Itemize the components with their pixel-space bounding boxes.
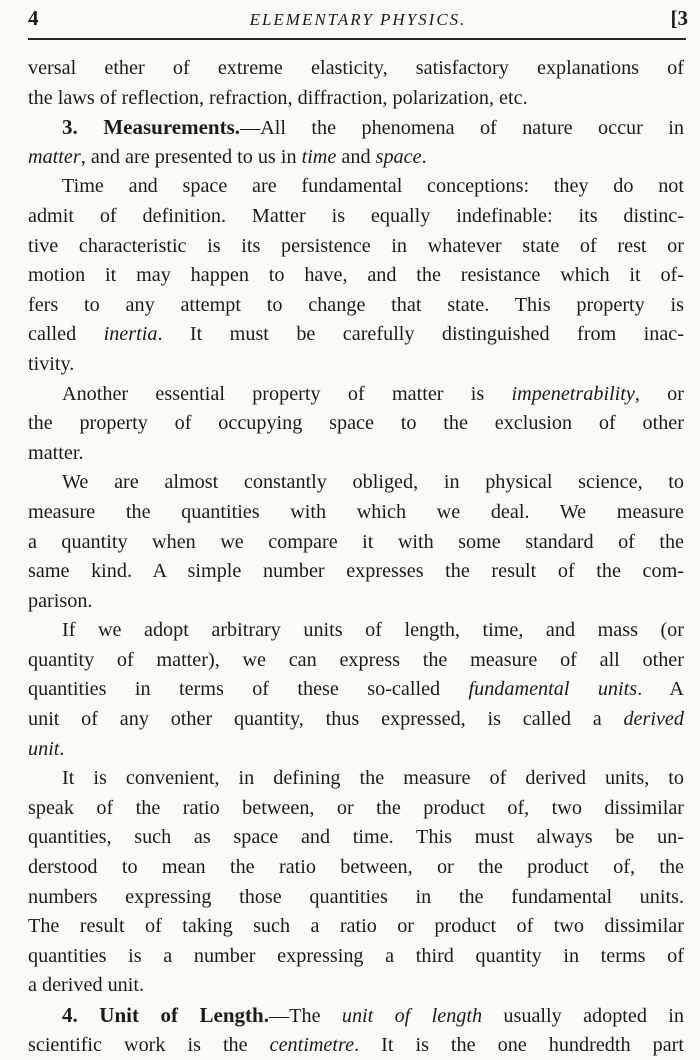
text-line xyxy=(28,380,684,410)
text-line xyxy=(28,764,684,794)
text-run: Another essential property of matter is xyxy=(62,382,512,405)
text-line xyxy=(28,557,684,587)
text-line xyxy=(28,350,684,380)
page-number: 4 xyxy=(28,6,39,30)
text-run: The result of taking such a ratio or product of two dissimilar xyxy=(28,915,684,938)
text-line xyxy=(28,528,684,558)
header-rule xyxy=(28,38,686,40)
text-run: . It is the one hundredth part xyxy=(354,1033,684,1056)
text-run: , or xyxy=(634,382,684,405)
text-line xyxy=(28,172,684,202)
text-run: quantity of matter), we can express the measure of all other xyxy=(28,648,684,671)
text-line xyxy=(28,320,684,350)
text-run: scientific work is the xyxy=(28,1033,270,1056)
text-run: —The xyxy=(268,1005,342,1027)
italic-term: unit of length xyxy=(341,1005,483,1027)
body-text xyxy=(28,54,684,1060)
italic-term: unit xyxy=(28,737,60,760)
text-run: quantities is a number expressing a third quantity in terms of xyxy=(28,944,684,967)
italic-term: impenetrability xyxy=(511,382,635,405)
text-run: the laws of reflection, refraction, diffraction, polarization, etc. xyxy=(28,86,528,109)
text-line xyxy=(28,54,684,84)
italic-term: time xyxy=(301,145,337,168)
text-run: derstood to mean the ratio between, or the product of, the xyxy=(28,856,684,879)
section-heading: 4. Unit of Length. xyxy=(62,1003,269,1027)
text-line xyxy=(28,912,684,942)
text-run: numbers expressing those quantities in the fundamental units. xyxy=(28,885,684,908)
text-run: quantities, such as space and time. This must always be un- xyxy=(28,826,684,849)
text-run: fers to any attempt to change that state. This property is xyxy=(28,293,684,316)
text-run: —All the phenomena of nature occur in xyxy=(240,117,684,140)
text-run: a quantity when we compare it with some standard of the xyxy=(28,530,684,553)
text-line xyxy=(28,971,684,1001)
italic-term: matter xyxy=(28,145,81,168)
text-run: tive characteristic is its persistence in whatever state of rest or xyxy=(28,234,684,257)
text-run: Time and space are fundamental conceptions: they do not xyxy=(62,175,684,198)
text-line xyxy=(28,794,684,824)
text-run: motion it may happen to have, and the resistance which it of- xyxy=(28,264,684,287)
section-mark: [3 xyxy=(670,6,688,30)
text-line xyxy=(28,853,684,883)
text-line xyxy=(28,1001,684,1031)
text-line xyxy=(28,468,684,498)
italic-term: centimetre xyxy=(269,1033,355,1056)
text-line xyxy=(28,616,684,646)
text-line xyxy=(28,439,684,469)
text-line xyxy=(28,84,684,114)
text-run: same kind. A simple number expresses the result of the com- xyxy=(28,560,684,583)
text-run: We are almost constantly obliged, in physical science, to xyxy=(62,471,684,494)
text-line xyxy=(28,587,684,617)
running-title: ELEMENTARY PHYSICS. xyxy=(249,10,467,29)
text-run: a derived unit. xyxy=(28,974,145,997)
text-run: speak of the ratio between, or the product of, two dissimilar xyxy=(28,796,684,819)
text-line xyxy=(28,232,684,262)
text-run: the property of occupying space to the exclusion of other xyxy=(28,412,684,435)
text-line xyxy=(28,143,684,173)
text-line xyxy=(28,883,684,913)
text-line xyxy=(28,261,684,291)
text-line xyxy=(28,113,684,143)
text-run: . It must be carefully distinguished from inac- xyxy=(157,323,684,346)
text-run: tivity. xyxy=(28,352,75,375)
text-line xyxy=(28,409,684,439)
text-line xyxy=(28,498,684,528)
page-header xyxy=(28,6,688,36)
text-run: admit of definition. Matter is equally indefinable: its distinc- xyxy=(28,204,684,227)
text-line xyxy=(28,1031,684,1060)
italic-term: fundamental units xyxy=(468,678,638,701)
text-run: unit of any other quantity, thus expressed, is called a xyxy=(28,708,624,731)
text-run: measure the quantities with which we deal. We measure xyxy=(28,500,684,523)
text-run: parison. xyxy=(28,589,93,612)
text-line xyxy=(28,823,684,853)
text-run: . xyxy=(421,145,427,168)
text-line xyxy=(28,705,684,735)
text-run: called xyxy=(28,323,104,346)
text-line xyxy=(28,942,684,972)
text-line xyxy=(28,202,684,232)
italic-term: space xyxy=(375,145,422,168)
text-run: It is convenient, in defining the measure of derived units, to xyxy=(62,767,684,790)
text-run: usually adopted in xyxy=(482,1005,684,1027)
text-line xyxy=(28,646,684,676)
text-line xyxy=(28,291,684,321)
text-run: If we adopt arbitrary units of length, time, and mass (or xyxy=(62,619,684,642)
text-line xyxy=(28,675,684,705)
text-run: matter. xyxy=(28,441,84,464)
section-heading: 3. Measurements. xyxy=(62,115,241,140)
text-run: versal ether of extreme elasticity, satisfactory explanations of xyxy=(28,57,684,79)
italic-term: inertia xyxy=(103,323,158,346)
italic-term: derived xyxy=(623,708,684,731)
text-run: and xyxy=(336,145,376,168)
text-run: , and are presented to us in xyxy=(80,145,302,168)
text-run: . A xyxy=(637,678,684,701)
text-run: quantities in terms of these so-called xyxy=(28,678,469,701)
text-line xyxy=(28,735,684,765)
text-run: . xyxy=(59,737,65,760)
